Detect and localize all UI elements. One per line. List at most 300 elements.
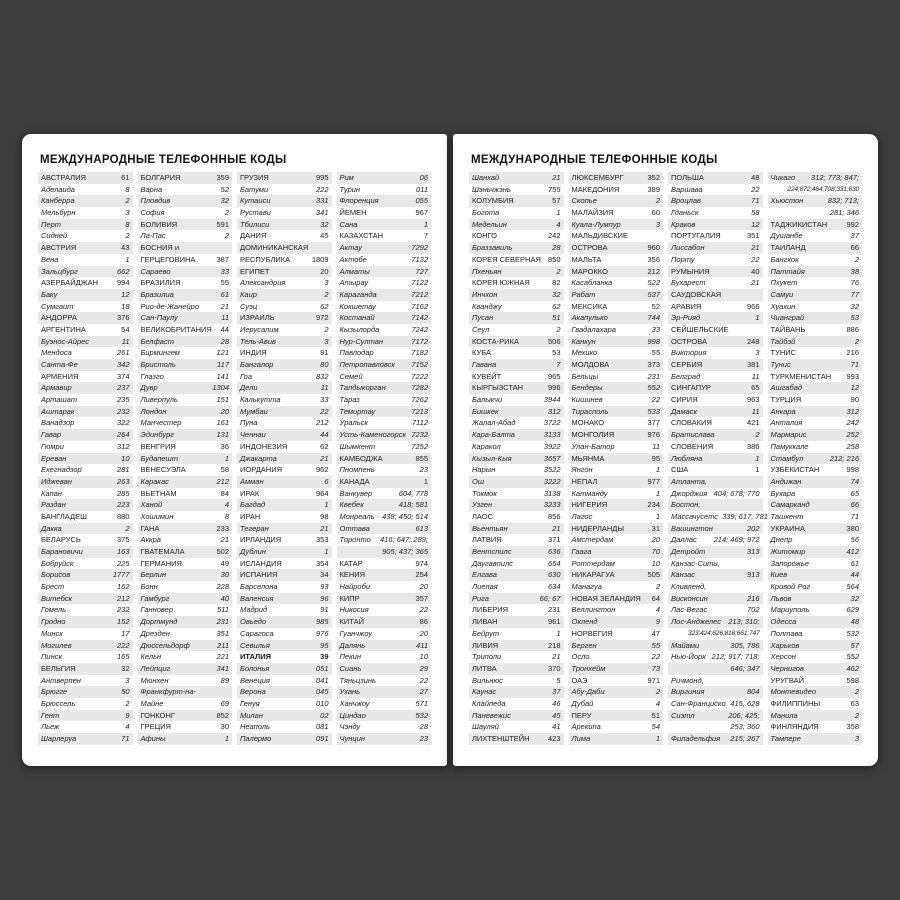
entry-name: Арташат [41,395,78,405]
entry-code: 33 [651,324,660,334]
table-row [138,710,233,722]
entry-code: 312; 773; 847; [811,173,859,182]
entry-code: 2 [324,289,329,299]
table-row [337,581,432,593]
table-row [569,441,664,453]
entry-name: Лейпциг [140,663,171,673]
entry-code: 20 [220,406,229,416]
entry-code: 50 [121,687,130,697]
table-row [469,254,564,266]
entry-code: 1 [655,488,660,498]
table-row [469,230,564,242]
table-row [38,382,133,394]
codes-column [469,172,564,745]
table-row [38,686,133,698]
table-row [138,640,233,652]
entry-code: 358 [846,722,859,732]
entry-code: 7182 [411,348,428,358]
entry-name: КОРЕЯ ЮЖНАЯ [472,278,530,288]
entry-name: ТУРКМЕНИСТАН [770,371,832,381]
entry-name: Полтава [770,628,803,638]
entry-code: 7292 [411,243,428,253]
entry-name: Осло [571,652,590,662]
entry-code: 02 [320,710,329,720]
table-row [768,406,863,418]
entry-name: АНДОРРА [41,313,77,323]
table-row [237,453,332,465]
entry-name: Дувр [140,383,158,393]
table-row [337,336,432,348]
entry-name: Каракас [140,476,169,486]
table-row [569,499,664,511]
table-row [38,534,133,546]
entry-code: 412 [846,547,859,556]
entry-name: Антверпен [41,675,81,685]
entry-code: 163 [116,547,130,556]
entry-name: Канберра [41,196,75,206]
entry-code: 8 [125,219,130,229]
table-row [237,417,332,429]
entry-code: 371 [547,535,561,545]
entry-name: Варшава [671,184,703,194]
entry-name: Ош [472,476,485,486]
entry-name: Сиань [339,663,362,673]
table-row [237,207,332,219]
entry-code: 252 [846,430,859,440]
entry-code: 33 [320,395,329,405]
table-row [768,382,863,394]
table-row [469,640,564,652]
entry-name: Лиссабон [671,243,705,253]
table-row [768,476,863,488]
entry-code: 11 [751,371,760,381]
table-row [38,184,133,196]
entry-name: Канкун [571,336,596,346]
entry-code: 2 [755,430,760,440]
entry-name: Санта-Фе [41,360,78,369]
entry-name: Пусан [472,313,494,323]
entry-name: ИТАЛИЯ [240,652,272,662]
entry-name: Днепр [770,535,793,545]
entry-name: Иерусалим [240,324,279,334]
entry-name: Палермо [240,734,272,743]
entry-name: Бухара [770,488,796,498]
table-row [469,488,564,500]
entry-name: Лиепая [472,582,498,592]
table-row [469,628,564,640]
table-row [668,488,763,500]
table-row [138,675,233,687]
entry-name: КОНГО [472,231,498,241]
table-row [138,184,233,196]
entry-name: Бостон, [671,500,701,510]
table-row [337,604,432,616]
table-row [469,312,564,324]
entry-name: Браззавиль [472,243,513,253]
table-row [469,663,564,675]
table-row [237,710,332,722]
entry-code: 7232 [411,430,428,440]
entry-name: ДОМИНИКАНСКАЯ [240,243,309,253]
table-row [337,628,432,640]
entry-name: Ванадзор [41,418,75,428]
entry-name: Львов [770,593,792,603]
table-row [38,616,133,628]
table-row [138,476,233,488]
entry-code: 3944 [543,395,561,405]
entry-code: 913 [746,570,760,580]
entry-name: АРАВИЯ [671,301,702,311]
entry-code: 21 [220,535,229,545]
table-row [138,289,233,301]
entry-name: Аделаида [41,184,75,194]
entry-name: Монреаль [339,511,375,521]
entry-name: ОСТРОВА [671,336,708,346]
entry-code: 1 [755,453,760,463]
entry-name: Каир [240,289,257,299]
entry-code: 376 [116,313,130,323]
entry-name: Найроби [339,582,370,592]
entry-name: Уральск [339,418,368,428]
entry-name: Сан-Франциско [671,698,726,708]
table-row [768,710,863,722]
entry-code: 4 [556,219,561,229]
entry-name: Будапешт [140,453,178,463]
table-row [237,184,332,196]
entry-name: ИНДОНЕЗИЯ [240,441,288,451]
entry-code: 312 [547,406,561,416]
entry-code: 312 [846,406,859,416]
entry-code: 7162 [411,301,428,311]
entry-code: 22 [320,406,329,416]
table-row [569,195,664,207]
entry-name: Сараево [140,266,171,276]
table-row [138,207,233,219]
table-row [237,242,332,254]
entry-name: Роттердам [571,558,615,568]
entry-code: 237 [116,383,130,393]
entry-name: МОНГОЛИЯ [571,430,615,440]
table-row [337,301,432,313]
entry-name: Богота [472,208,500,218]
table-row [668,523,763,535]
entry-code: 18 [121,301,130,311]
entry-name: ИЗРАИЛЬ [240,313,275,323]
entry-name: Кванджу [472,301,502,311]
entry-name: Лима [571,734,591,743]
entry-code: 351 [746,231,760,241]
entry-name: Краков [671,219,696,229]
entry-name: Мельбурн [41,208,76,218]
entry-name: Каунас [472,687,497,697]
entry-code: 12 [850,383,859,393]
entry-code: 214; 469; 972 [713,535,760,545]
entry-code: 21 [552,652,561,662]
table-row [38,640,133,652]
entry-code: 61 [220,289,229,299]
table-row [38,347,133,359]
entry-code: 21 [751,243,760,253]
entry-name: Паттайя [770,266,805,276]
entry-name: Душанбе [770,231,803,241]
entry-name: ГЕРЦЕГОВИНА [140,254,196,264]
entry-code: 45 [320,231,329,241]
entry-name: Актау [339,243,362,253]
entry-name: УРУГВАЙ [770,675,805,685]
table-row [569,266,664,278]
entry-code: 375 [116,535,130,545]
table-row [569,698,664,710]
table-row [237,686,332,698]
table-row [768,593,863,605]
entry-name: Белфаст [140,336,174,346]
table-row [668,441,763,453]
entry-code: 377 [647,418,660,428]
entry-code: 3133 [543,430,561,440]
entry-code: 996 [547,383,561,393]
table-row [38,628,133,640]
entry-name: КОРЕЯ СЕВЕРНАЯ [472,254,541,264]
entry-code: 1 [655,734,660,743]
entry-code: 231 [547,605,561,615]
entry-code: 3522 [543,465,561,475]
entry-code: 66 [850,243,859,253]
entry-code: 20 [419,582,428,592]
entry-code: 081 [315,722,329,732]
entry-code: 23 [419,734,428,743]
entry-code: 533 [647,406,660,416]
table-row [237,569,332,581]
entry-name: Перт [41,219,62,229]
table-row [237,721,332,733]
entry-name: Пинск [41,652,63,662]
table-row [569,686,664,698]
entry-code: 416; 647; 289; [380,535,428,545]
entry-name: ПОРТУГАЛИЯ [671,231,721,241]
entry-code: 206; 425; [728,710,760,720]
entry-name: Минск [41,628,63,638]
table-row [337,534,432,546]
entry-code: 630 [547,570,561,580]
entry-code: 7112 [411,418,428,428]
entry-name: Ташкент [770,511,804,521]
entry-code: 212 [315,418,329,428]
entry-name: АВСТРИЯ [41,243,77,253]
table-row [138,511,233,523]
entry-code: 613 [415,523,428,533]
entry-name: Балыкчи [472,395,503,405]
table-row [469,721,564,733]
entry-code: 8 [125,184,130,194]
table-row [569,558,664,570]
entry-code: 31 [651,523,660,533]
entry-code: 506 [547,336,561,346]
table-row [469,710,564,722]
entry-name: ИРЛАНДИЯ [240,535,282,545]
table-row [569,254,664,266]
table-row [38,476,133,488]
entry-code: 2 [556,266,561,276]
entry-name: Льеж [41,722,60,732]
table-row [337,651,432,663]
table-row [569,663,664,675]
table-row [768,277,863,289]
entry-code: 850 [547,254,561,264]
table-row [237,628,332,640]
entry-name: Костанай [339,313,375,323]
entry-code: 971 [647,675,660,685]
table-row [38,359,133,371]
entry-name: НИГЕРИЯ [571,500,608,510]
entry-name: Тель-Авив [240,336,276,346]
entry-name: Лас-Вегас [671,605,708,615]
table-row [469,336,564,348]
entry-code: 233 [216,523,229,533]
entry-name: Усть-Каменогорск [339,430,407,440]
entry-code: 386 [746,441,760,451]
entry-name: САУДОВСКАЯ [671,289,722,299]
entry-code: 646; 347 [730,663,760,673]
table-row [469,499,564,511]
entry-code: 20 [651,535,660,545]
table-row [469,698,564,710]
entry-code: 44 [320,430,329,440]
table-row [768,230,863,242]
entry-name: Порту [671,254,695,264]
entry-name: Овьедо [240,617,267,627]
table-row [569,219,664,231]
table-row [337,429,432,441]
entry-name: Анталия [770,418,803,428]
table-row [469,184,564,196]
table-row [38,324,133,336]
entry-code: 352 [647,173,660,182]
table-row [138,686,233,698]
table-row [38,558,133,570]
codes-column [668,172,768,745]
table-row [668,184,763,196]
entry-name: Хуахин [770,301,796,311]
entry-name: ГВАТЕМАЛА [140,547,185,556]
table-row [38,219,133,231]
entry-name: Буэнос-Айрес [41,336,89,346]
entry-name: Суэц [240,301,258,311]
entry-name: НОВАЯ ЗЕЛАНДИЯ [571,593,641,603]
entry-code: 64 [651,593,660,603]
entry-name: Скопье [571,196,597,206]
entry-name: Армавир [41,383,72,393]
entry-name: ЛЮКСЕМБУРГ [571,173,624,182]
entry-code: 552 [846,652,859,662]
table-row [668,499,763,511]
entry-name: Манчестер [140,418,182,428]
entry-name: Рига [472,593,489,603]
table-row [337,675,432,687]
entry-code: 462 [846,663,859,673]
entry-code: 2 [854,254,859,264]
entry-name: Атланта, [671,476,708,486]
entry-name: Окленд [571,617,598,627]
entry-code: 52 [651,301,660,311]
entry-code: 45 [552,710,561,720]
entry-code: 966 [746,301,760,311]
table-row [668,219,763,231]
entry-name: ФИНЛЯНДИЯ [770,722,819,732]
table-row [668,336,763,348]
entry-code: 71 [121,734,130,743]
entry-code: 6 [324,476,329,486]
entry-name: СЛОВЕНИЯ [671,441,714,451]
entry-name: Сеул [472,324,490,334]
entry-code: 234 [647,500,660,510]
entry-name: Виргиния [671,687,705,697]
entry-code: 4 [655,605,660,615]
table-row [337,499,432,511]
entry-name: Каракол [472,441,501,451]
table-row [237,219,332,231]
entry-code: 2 [125,523,130,533]
table-row [38,301,133,313]
table-row [38,312,133,324]
table-row [469,616,564,628]
entry-code: 82 [552,278,561,288]
table-row [337,242,432,254]
entry-code: 10 [419,652,428,662]
entry-name: Франкфурт-на- [140,687,197,697]
table-row [237,488,332,500]
entry-code: 1 [755,465,760,475]
entry-name: Монтевидео [770,687,817,697]
entry-code: 20 [320,266,329,276]
table-row [668,394,763,406]
entry-name: Кокшетау [339,301,376,311]
table-row [569,394,664,406]
entry-code: 3 [324,336,329,346]
table-row [469,733,564,745]
entry-name: НИКАРАГУА [571,570,615,580]
entry-name: Гавана [472,360,497,369]
entry-code: 010 [315,698,329,708]
table-row [569,721,664,733]
entry-code: 411 [416,640,428,650]
table-row [469,394,564,406]
entry-name: Иджеван [41,476,72,486]
table-row [337,312,432,324]
entry-code: 3222 [543,476,561,486]
entry-code: 1 [224,734,229,743]
entry-code: 374 [116,371,130,381]
entry-name: Оттава [339,523,370,533]
entry-name: Капан [41,488,62,498]
entry-code: 62 [320,301,329,311]
entry-name: Братислава [671,430,715,440]
table-row [337,184,432,196]
table-row [569,593,664,605]
entry-code: 571 [415,698,428,708]
entry-code: 886 [846,324,859,334]
table-row [38,289,133,301]
entry-name: АЗЕРБАЙДЖАН [41,278,99,288]
entry-name: Гомель [41,605,67,615]
table-row [38,710,133,722]
entry-name: Канзас-Сити, [671,558,720,568]
entry-code: 37 [850,231,859,241]
entry-code: 73 [651,663,660,673]
table-row [237,254,332,266]
table-row [237,312,332,324]
codes-column [337,172,432,745]
entry-name: Ченнаи [240,430,266,440]
